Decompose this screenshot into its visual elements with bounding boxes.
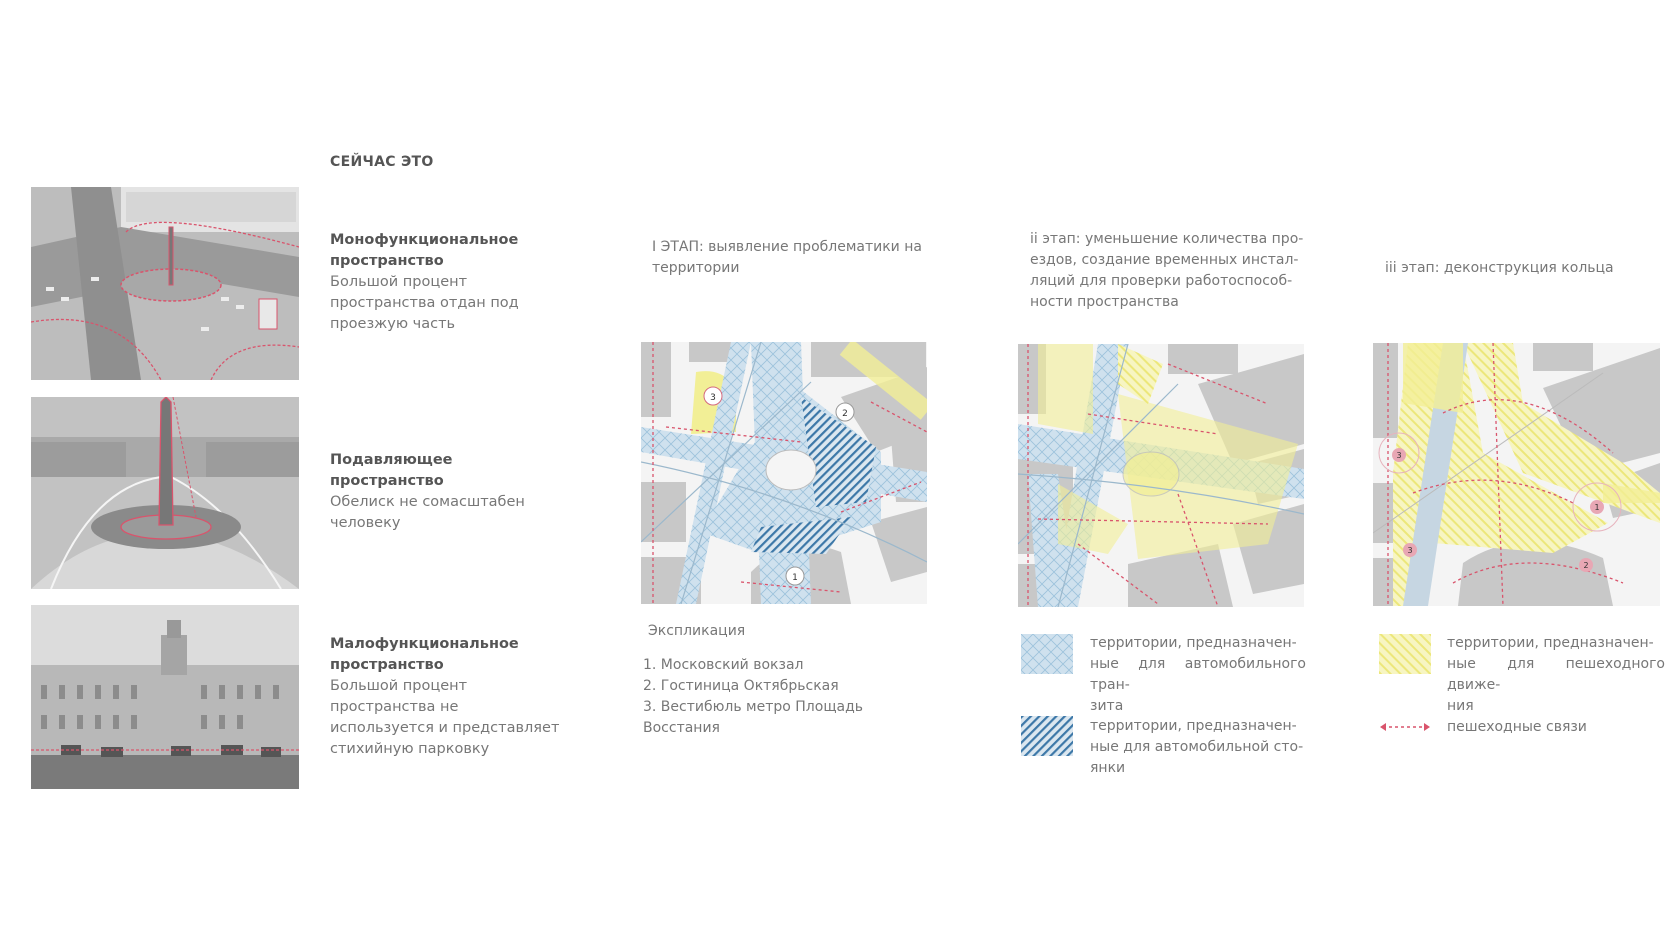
photo-1-text-line2: пространства отдан под	[330, 295, 519, 311]
map1-marker-2-label: 2	[842, 409, 848, 419]
explication-list	[643, 655, 863, 739]
legend-transit-line1: территории, предназначен-	[1090, 635, 1297, 651]
explication-item-3-cont: Восстания	[643, 720, 720, 736]
stage-1-title	[652, 237, 922, 279]
photo-3-title-line2: пространство	[330, 657, 444, 673]
stage-3-title	[1385, 258, 1614, 279]
map3-marker-1-label: 1	[1594, 503, 1600, 512]
stage-2-line4: ности пространства	[1030, 294, 1179, 310]
stage-2-line2: ездов, создание временных инстал-	[1030, 252, 1299, 268]
stage-3-line1: iii этап: деконструкция кольца	[1385, 260, 1614, 276]
photo-station-building	[31, 605, 299, 789]
photo-3-description	[330, 634, 560, 760]
map-stage-3	[1373, 343, 1660, 606]
legend-transit-text	[1090, 633, 1306, 717]
map3-marker-2-label: 2	[1583, 561, 1589, 570]
legend-transit-line2: ные для автомобильного тран-	[1090, 656, 1306, 693]
legend-parking-line3: янки	[1090, 760, 1126, 776]
explication-item-3: 3. Вестибюль метро Площадь	[643, 699, 864, 715]
legend-parking-text	[1090, 716, 1306, 779]
stage-2-line3: ляций для проверки работоспособ-	[1030, 273, 1293, 289]
map-stage-2	[1018, 344, 1304, 607]
photo-2-text-line2: человеку	[330, 515, 401, 531]
stage-1-line1: I ЭТАП: выявление проблематики на	[652, 239, 922, 255]
photo-2-description	[330, 450, 560, 534]
legend-links-arrow-icon	[1379, 718, 1431, 730]
photo-3-text-line1: Большой процент	[330, 678, 468, 694]
legend-pedestrian-swatch	[1379, 634, 1431, 674]
photo-1-text-line3: проезжую часть	[330, 316, 456, 332]
legend-parking-swatch	[1021, 716, 1073, 756]
map3-marker-3a-label: 3	[1396, 451, 1402, 460]
section-heading: СЕЙЧАС ЭТО	[330, 154, 434, 170]
explication-title: Экспликация	[648, 623, 746, 639]
photo-3-text-line2: пространства не	[330, 699, 459, 715]
legend-parking-line2: ные для автомобильной сто-	[1090, 739, 1304, 755]
photo-3-text-line4: стихийную парковку	[330, 741, 490, 757]
stage-2-title	[1030, 229, 1303, 313]
photo-1-description	[330, 230, 560, 335]
stage-2-line1: ii этап: уменьшение количества про-	[1030, 231, 1304, 247]
photo-1-text-line1: Большой процент	[330, 274, 468, 290]
map3-marker-3b-label: 3	[1407, 546, 1413, 555]
photo-2-title-line2: пространство	[330, 473, 444, 489]
legend-transit-line3: зита	[1090, 698, 1124, 714]
photo-3-text-line3: используется и представляет	[330, 720, 560, 736]
map1-marker-1-label: 1	[792, 573, 798, 583]
photo-1-title-line1: Монофункциональное	[330, 232, 519, 248]
explication-item-2: 2. Гостиница Октябрьская	[643, 678, 839, 694]
legend-pedestrian-line3: ния	[1447, 698, 1474, 714]
legend-links-text: пешеходные связи	[1447, 719, 1587, 735]
legend-pedestrian-line1: территории, предназначен-	[1447, 635, 1654, 651]
legend-pedestrian-text	[1447, 633, 1665, 717]
legend-pedestrian-line2: ные для пешеходного движе-	[1447, 656, 1665, 693]
photo-1-title-line2: пространство	[330, 253, 444, 269]
map1-marker-3-label: 3	[710, 393, 716, 403]
photo-2-text-line1: Обелиск не сомасштабен	[330, 494, 525, 510]
photo-roundabout-aerial	[31, 187, 299, 380]
map-stage-1	[641, 342, 927, 604]
legend-parking-line1: территории, предназначен-	[1090, 718, 1297, 734]
photo-3-title-line1: Малофункциональное	[330, 636, 519, 652]
photo-2-title-line1: Подавляющее	[330, 452, 453, 468]
photo-obelisk-night	[31, 397, 299, 589]
explication-item-1: 1. Московский вокзал	[643, 657, 804, 673]
legend-transit-swatch	[1021, 634, 1073, 674]
stage-1-line2: территории	[652, 260, 740, 276]
